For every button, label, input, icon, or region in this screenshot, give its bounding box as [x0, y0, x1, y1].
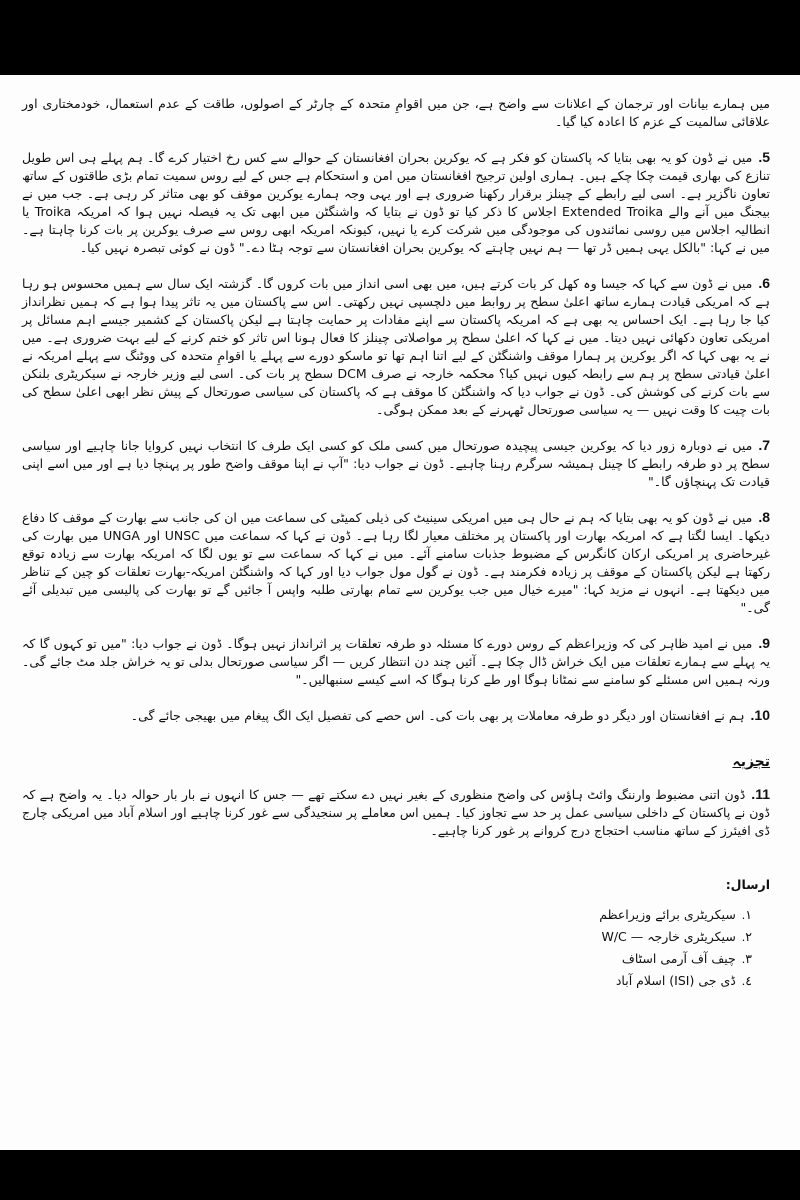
paragraph-text: میں نے امید ظاہر کی کہ وزیراعظم کے روس دورے کا مسئلہ دو طرفہ تعلقات پر اثرانداز نہیں ہوگا۔ ڈون نے جواب دیا: "میں تو کہوں گا کہ یہ پہلے سے ہمارے تعلقات میں ایک خراش ڈال چکا ہے۔ آئیں چند دن انتظار کریں — اگر سیاسی صورتحال بدلی تو یہ خراش جلد مٹ جائے گی۔ ورنہ ہمیں اس مسئلے کو سامنے سے نمٹانا ہوگا اور طے کرنا ہوگا کہ اسے کیسے سنبھالیں۔" [22, 636, 770, 687]
document-page [0, 75, 800, 1150]
distribution-item [22, 970, 752, 992]
paragraph-8 [22, 508, 770, 617]
item-number: ۱. [741, 908, 752, 922]
paragraph-text: میں نے ڈون کو یہ بھی بتایا کہ ہم نے حال ہی میں امریکی سینیٹ کی ذیلی کمیٹی کی سماعت میں ان کی جانب سے بھارت کے موقف کا دفاع دیکھا۔ ایسا لگتا ہے کہ امریکہ بھارت اور پاکستان پر مختلف معیار لگا رہا ہے۔ ڈون نے کہا کہ سماعت میں UNSC اور UNGA میں بھارت کی غیرحاضری پر امریکی ارکان کانگرس کے مضبوط جذبات سامنے آئے۔ میں نے کہا کہ سماعت سے تو یوں لگا کہ امریکہ بھارت سے زیادہ توقع رکھتا ہے لیکن پاکستان کے موقف پر زیادہ فکرمند ہے۔ ڈون نے گول مول جواب دیا اور کہا کہ واشنگٹن امریکہ-بھارت تعلقات کو چین کے تناظر میں دیکھتا ہے۔ انہوں نے مزید کہا: "میرے خیال میں جب یوکرین سے تمام بھارتی طلبہ واپس آ جائیں گے تو بھارت کی پالیسی میں تبدیلی آئے گی۔" [22, 510, 770, 615]
item-text: ڈی جی (ISI) اسلام آباد [615, 973, 736, 988]
paragraph-number: 10. [750, 707, 770, 723]
paragraph-number: 11. [751, 786, 770, 802]
analysis-heading: تجزیہ [732, 754, 770, 770]
distribution-list [22, 904, 770, 992]
item-text: چیف آف آرمی اسٹاف [621, 951, 736, 966]
distribution-item [22, 904, 752, 926]
paragraph-9 [22, 634, 770, 689]
paragraph-text: میں نے ڈون سے کہا کہ جیسا وہ کھل کر بات کرتے ہیں، میں بھی اسی انداز میں بات کروں گا۔ گزشتہ ایک سال سے ہمیں محسوس ہو رہا ہے کہ امریکی قیادت ہمارے ساتھ اعلیٰ سطح پر روابط میں دلچسپی نہیں رکھتی۔ اس سے پاکستان میں یہ تاثر پیدا ہوا ہے کہ ہمیں نظرانداز کیا جا رہا ہے۔ ایک احساس یہ بھی ہے کہ امریکہ پاکستان سے اپنے مفادات پر حمایت چاہتا ہے لیکن پاکستان کے کشمیر جیسے اہم مسائل پر امریکی تعاون دکھائی نہیں دیتا۔ میں نے کہا کہ اعلیٰ سطح پر مواصلاتی چینلز کا فعال ہونا اس تاثر کو ختم کرنے کے لیے بہت ضروری ہے۔ میں نے یہ بھی کہا کہ اگر یوکرین پر ہمارا موقف واشنگٹن کے لیے اتنا اہم تھا تو ماسکو دورے سے پہلے یا اقوامِ متحدہ کی ووٹنگ سے پہلے امریکہ نے اعلیٰ قیادتی سطح پر ہم سے رابطہ کیوں نہیں کیا؟ محکمہ خارجہ نے صرف DCM سطح پر بات کی۔ اسی لیے وزیر خارجہ نے سیکریٹری بلنکن سے بات کرنے کی کوشش کی۔ ڈون نے جواب دیا کہ واشنگٹن کا موقف ہے کہ پاکستان کی سیاسی صورتحال کے پیش نظر ابھی اعلیٰ سطح کی بات چیت کا وقت نہیں — یہ سیاسی صورتحال ٹھہرنے کے بعد ممکن ہوگی۔ [22, 276, 771, 417]
distribution-item [22, 926, 752, 948]
item-number: ۲. [741, 930, 752, 944]
paragraph-6 [22, 274, 770, 419]
paragraph-number: 6. [758, 275, 770, 291]
intro-paragraph: میں ہمارے بیانات اور ترجمان کے اعلانات سے واضح ہے، جن میں اقوامِ متحدہ کے چارٹر کے اصولوں، طاقت کے عدم استعمال، خودمختاری اور علاقائی سالمیت کے عزم کا اعادہ کیا گیا۔ [22, 96, 770, 129]
paragraph-number: 9. [758, 635, 770, 651]
item-text: سیکریٹری خارجہ — W/C [601, 929, 736, 944]
paragraph-5 [22, 148, 770, 257]
paragraph-10 [22, 706, 770, 725]
item-number: ٤. [741, 974, 752, 988]
paragraph-text: ہم نے افغانستان اور دیگر دو طرفہ معاملات پر بھی بات کی۔ اس حصے کی تفصیل ایک الگ پیغام میں بھیجی جائے گی۔ [130, 708, 745, 723]
paragraph-number: 7. [758, 437, 770, 453]
paragraph-7 [22, 436, 770, 491]
paragraph-text: میں نے ڈون کو یہ بھی بتایا کہ پاکستان کو فکر ہے کہ یوکرین بحران افغانستان کے حوالے سے کس رخ اختیار کرے گا۔ ہم پہلے ہی اس طویل تنازع کی بھاری قیمت چکا چکے ہیں۔ ہماری اولین ترجیح افغانستان میں امن و استحکام ہے جس کے لیے روس سمیت تمام بڑی طاقتوں کے ساتھ تعاون ناگزیر ہے۔ اسی لیے رابطے کے چینلز برقرار رکھنا ضروری ہے اور یہی وجہ ہمارے یوکرین موقف کو بھی متاثر کر رہی ہے۔ جب میں نے بیجنگ میں آنے والے Extended Troika اجلاس کا ذکر کیا تو ڈون نے بتایا کہ واشنگٹن میں ابھی تک یہ فیصلہ نہیں ہوا کہ امریکہ Troika یا انطالیہ اجلاس میں روسی نمائندوں کی موجودگی میں شرکت کرے یا نہیں، کیونکہ امریکہ ابھی روس سے صرف یوکرین پر بات کرنا چاہتا ہے۔ میں نے کہا: "بالکل یہی ہمیں ڈر تھا — ہم نہیں چاہتے کہ یوکرین بحران افغانستان سے توجہ ہٹا دے۔" ڈون نے کوئی تبصرہ نہیں کیا۔ [22, 150, 770, 255]
paragraph-number: 8. [758, 509, 770, 525]
paragraph-11 [22, 785, 770, 840]
paragraph-number: 5. [758, 149, 770, 165]
item-text: سیکریٹری برائے وزیراعظم [599, 907, 736, 922]
paragraph-text: میں نے دوبارہ زور دیا کہ یوکرین جیسی پیچیدہ صورتحال میں کسی ملک کو کسی ایک طرف کا انتخاب نہیں کروایا جانا چاہیے اور سیاسی سطح پر دو طرفہ رابطے کا چینل ہمیشہ سرگرم رہنا چاہیے۔ ڈون نے جواب دیا: "آپ نے اپنا موقف واضح طور پر پہنچا دیا ہے اور میں اسے اپنی قیادت تک پہنچاؤں گا۔" [22, 438, 770, 489]
distribution-item [22, 948, 752, 970]
item-number: ۳. [741, 952, 752, 966]
document-body [22, 95, 770, 992]
distribution-label: ارسال: [725, 877, 770, 892]
paragraph-text: ڈون اتنی مضبوط وارننگ وائٹ ہاؤس کی واضح منظوری کے بغیر نہیں دے سکتے تھے — جس کا انہوں نے بار بار حوالہ دیا۔ یہ واضح ہے کہ ڈون نے پاکستان کے داخلی سیاسی عمل پر حد سے تجاوز کیا۔ ہمیں اس معاملے پر سنجیدگی سے غور کرنا چاہیے اور اسلام آباد میں امریکی چارج ڈی افیئرز کے ساتھ مناسب احتجاج درج کروانے پر غور کرنا چاہیے۔ [22, 787, 770, 838]
